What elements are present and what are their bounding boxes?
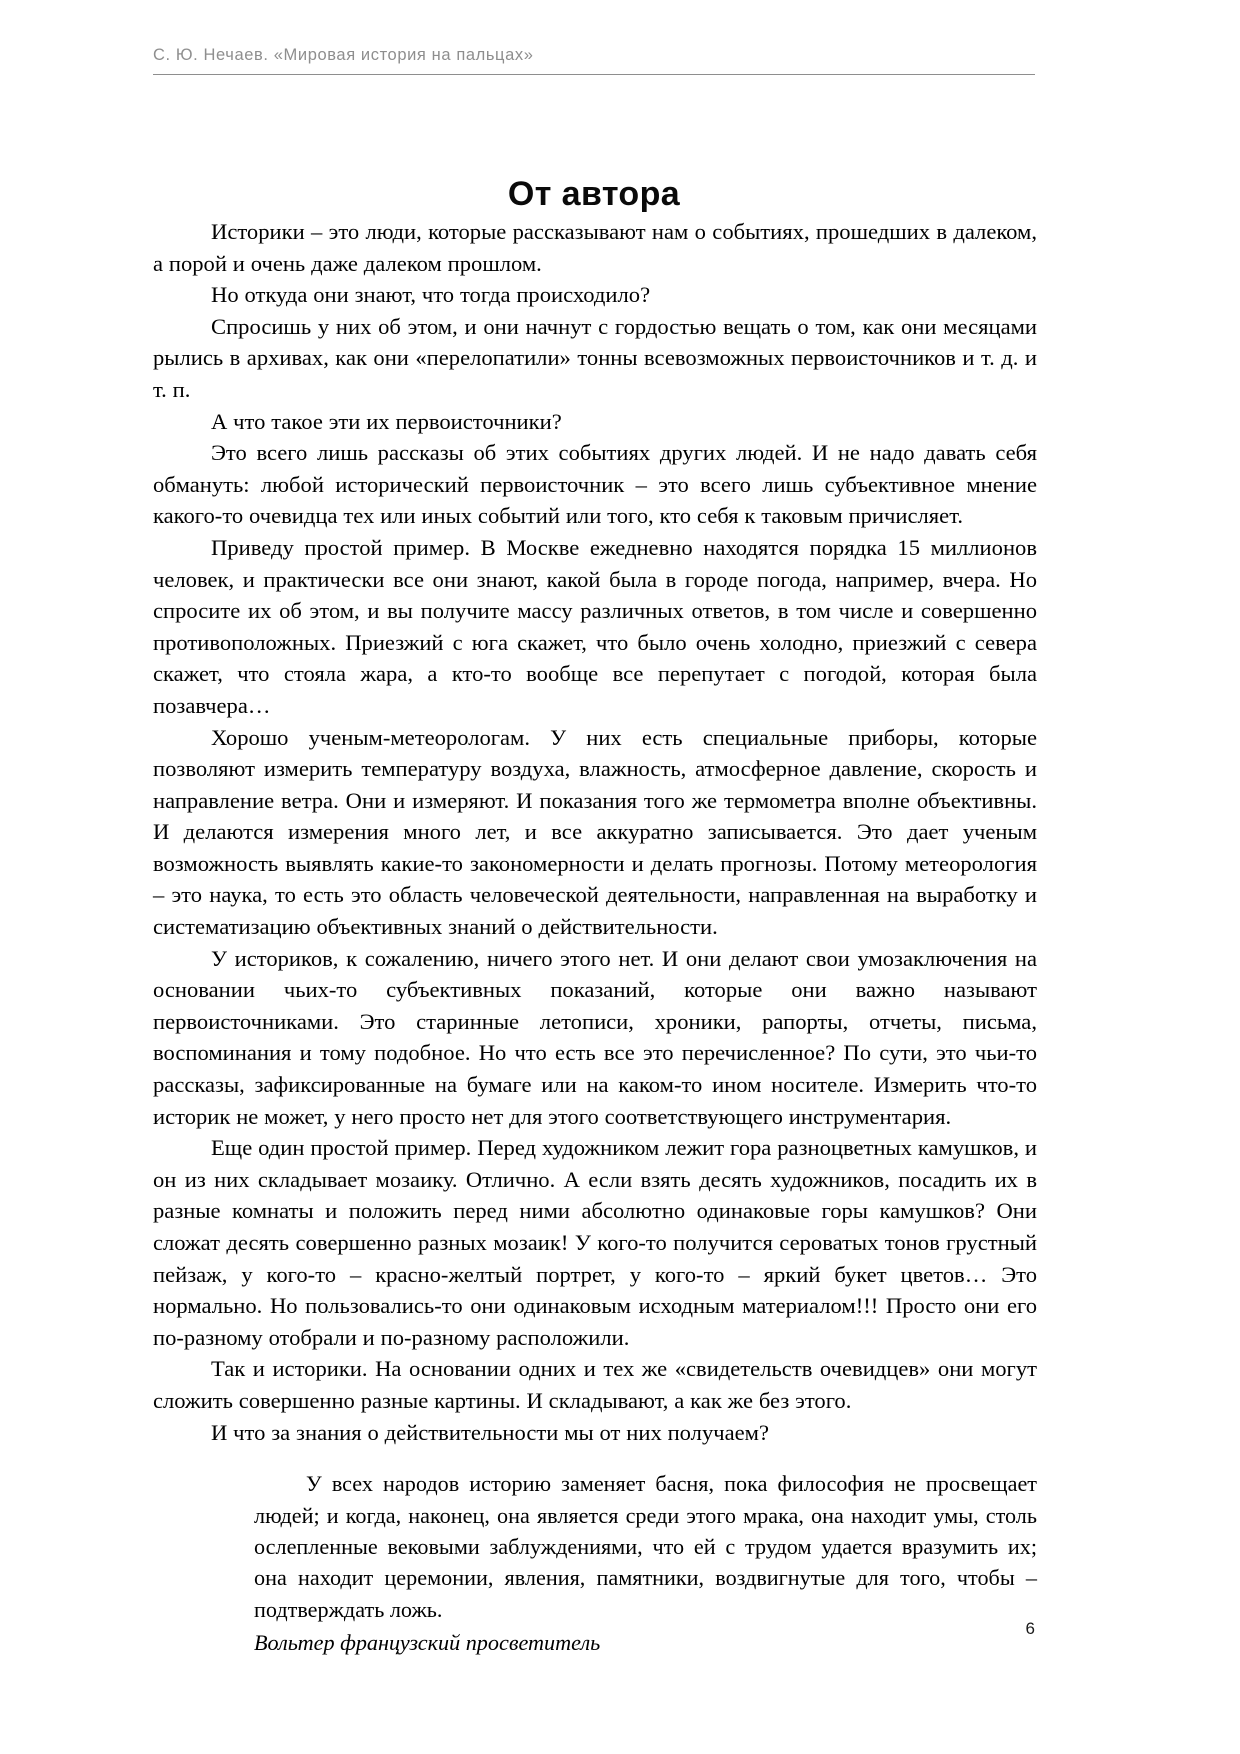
- blockquote: [254, 1468, 1037, 1658]
- blockquote-text: У всех народов историю заменяет басня, пока философия не просвещает людей; и когда, наконец, она является среди этого мрака, она находит умы, столь ослепленные вековыми заблуждениями, что ей с трудом удается вразумить их; она находит церемонии, явления, памятники, воздвигнутые для того, чтобы – подтверждать ложь.: [254, 1471, 1037, 1622]
- body-text: [153, 216, 1037, 1659]
- paragraph: Но откуда они знают, что тогда происходило?: [211, 282, 651, 308]
- running-header-title: С. Ю. Нечаев. «Мировая история на пальцах»: [153, 46, 534, 64]
- paragraph: Это всего лишь рассказы об этих событиях других людей. И не надо давать себя обмануть: любой исторический первоисточник – это всего лишь субъективное мнение какого-то очевидца тех или иных событий или того, кто себя к таковым причисляет.: [153, 440, 1037, 529]
- page-title: От автора: [507, 174, 681, 213]
- paragraph: Еще один простой пример. Перед художником лежит гора разноцветных камушков, и он из них складывает мозаику. Отлично. А если взять десять художников, посадить их в разные комнаты и положить перед ними абсолютно одинаковые горы камушков? Они сложат десять совершенно разных мозаик! У кого-то получится сероватых тонов грустный пейзаж, у кого-то – красно-желтый портрет, у кого-то – яркий букет цветов… Это нормально. Но пользовались-то они одинаковым исходным материалом!!! Просто они его по-разному отобрали и по-разному расположили.: [153, 1135, 1037, 1350]
- blockquote-attribution: Вольтер французский просветитель: [254, 1630, 601, 1656]
- paragraph: Приведу простой пример. В Москве ежедневно находятся порядка 15 миллионов человек, и практически все они знают, какой была в городе погода, например, вчера. Но спросите их об этом, и вы получите массу различных ответов, в том числе и совершенно противоположных. Приезжий с юга скажет, что было очень холодно, приезжий с севера скажет, что стояла жара, а кто-то вообще все перепутает с погодой, которая была позавчера…: [153, 534, 1037, 718]
- page-number: 6: [1025, 1619, 1035, 1638]
- header-divider: [153, 74, 1035, 75]
- paragraph: И что за знания о действительности мы от них получаем?: [211, 1419, 769, 1445]
- running-header: [153, 46, 1035, 75]
- paragraph: Историки – это люди, которые рассказывают нам о событиях, прошедших в далеком, а порой и очень даже далеком прошлом.: [153, 219, 1037, 276]
- paragraph: А что такое эти их первоисточники?: [211, 408, 562, 434]
- paragraph: Спросишь у них об этом, и они начнут с гордостью вещать о том, как они месяцами рылись в архивах, как они «перелопатили» тонны всевозможных первоисточников и т. д. и т. п.: [153, 313, 1037, 402]
- paragraph: Хорошо ученым-метеорологам. У них есть специальные приборы, которые позволяют измерить температуру воздуха, влажность, атмосферное давление, скорость и направление ветра. Они и измеряют. И показания того же термометра вполне объективны. И делаются измерения много лет, и все аккуратно записывается. Это дает ученым возможность выявлять какие-то закономерности и делать прогнозы. Потому метеорология – это наука, то есть это область человеческой деятельности, направленная на выработку и систематизацию объективных знаний о действительности.: [153, 724, 1037, 940]
- paragraph: У историков, к сожалению, ничего этого нет. И они делают свои умозаключения на основании чьих-то субъективных показаний, которые они важно называют первоисточниками. Это старинные летописи, хроники, рапорты, отчеты, письма, воспоминания и тому подобное. Но что есть все это перечисленное? По сути, это чьи-то рассказы, зафиксированные на бумаге или на каком-то ином носителе. Измерить что-то историк не может, у него просто нет для этого соответствующего инструментария.: [153, 945, 1037, 1129]
- paragraph: Так и историки. На основании одних и тех же «свидетельств очевидцев» они могут сложить совершенно разные картины. И складывают, а как же без этого.: [153, 1356, 1037, 1413]
